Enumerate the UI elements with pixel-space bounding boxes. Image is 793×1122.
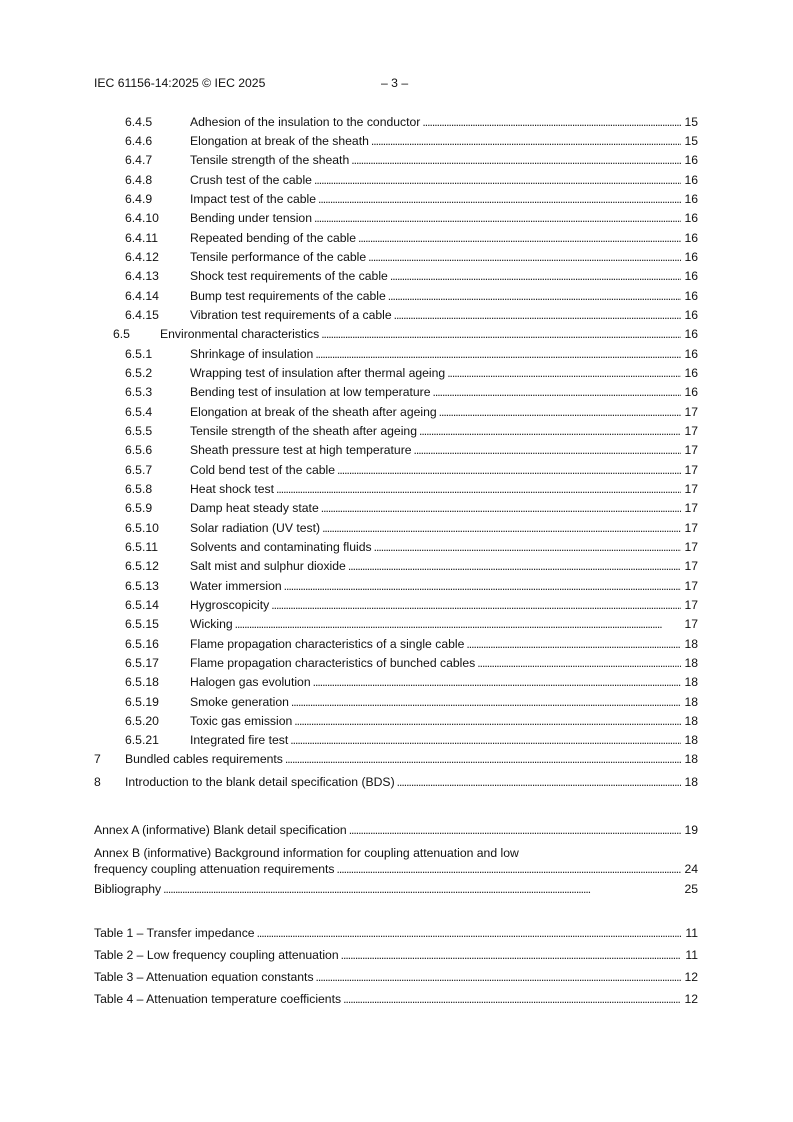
- toc-entry[interactable]: 6.4.9 Impact test of the cable . . . 16: [125, 191, 698, 207]
- toc-entry[interactable]: 6.5.13 Water immersion . . . 17: [125, 578, 698, 594]
- dot-leader: [313, 674, 681, 690]
- dot-leader: [291, 694, 681, 710]
- toc-entry[interactable]: 6.5.8 Heat shock test . . . 17: [125, 481, 698, 497]
- toc-entry[interactable]: 6.4.14 Bump test requirements of the cable . . . 16: [125, 288, 698, 304]
- dot-leader: [322, 520, 681, 536]
- dot-leader: [337, 861, 681, 877]
- toc-entry[interactable]: 6.5.12 Salt mist and sulphur dioxide . . . 17: [125, 558, 698, 574]
- page-number: – 3 –: [381, 76, 409, 90]
- toc-clause-entry[interactable]: 8 Introduction to the blank detail specification (BDS) . . . 18: [94, 774, 698, 790]
- dot-leader: [235, 616, 681, 632]
- dot-leader: [358, 230, 681, 246]
- dot-leader: [419, 423, 681, 439]
- dot-leader: [276, 481, 681, 497]
- toc-entry[interactable]: 6.5.1 Shrinkage of insulation . . . 16: [125, 346, 698, 362]
- dot-leader: [466, 636, 681, 652]
- toc-entry[interactable]: 6.5.19 Smoke generation . . . 18: [125, 694, 698, 710]
- toc-entry[interactable]: 6.5.2 Wrapping test of insulation after thermal ageing . . . 16: [125, 365, 698, 381]
- dot-leader: [318, 191, 681, 207]
- toc-section-entry[interactable]: 6.5 Environmental characteristics . . . 16: [113, 326, 698, 342]
- page-header: [94, 76, 409, 90]
- dot-leader: [285, 751, 681, 767]
- toc-entry[interactable]: 6.5.4 Elongation at break of the sheath after ageing . . . 17: [125, 404, 698, 420]
- dot-leader: [447, 365, 681, 381]
- dot-leader: [343, 991, 681, 1007]
- toc-entry[interactable]: 6.4.12 Tensile performance of the cable . . . 16: [125, 249, 698, 265]
- dot-leader: [321, 500, 681, 516]
- dot-leader: [349, 822, 681, 838]
- toc-entry[interactable]: 6.5.17 Flame propagation characteristics of bunched cables . . . 18: [125, 655, 698, 671]
- toc-entry[interactable]: 6.5.9 Damp heat steady state . . . 17: [125, 500, 698, 516]
- dot-leader: [314, 172, 681, 188]
- dot-leader: [316, 969, 681, 985]
- dot-leader: [315, 346, 681, 362]
- dot-leader: [337, 462, 681, 478]
- dot-leader: [341, 947, 681, 963]
- dot-leader: [422, 114, 681, 130]
- dot-leader: [294, 713, 681, 729]
- toc-entry[interactable]: 6.4.15 Vibration test requirements of a cable . . . 16: [125, 307, 698, 323]
- dot-leader: [388, 288, 681, 304]
- toc-entry[interactable]: 6.5.15 Wicking . . . 17: [125, 616, 698, 632]
- dot-leader: [374, 539, 681, 555]
- toc-entry[interactable]: 6.5.21 Integrated fire test . . . 18: [125, 732, 698, 748]
- dot-leader: [394, 307, 681, 323]
- dot-leader: [414, 442, 681, 458]
- document-reference: IEC 61156-14:2025 © IEC 2025: [94, 76, 266, 90]
- toc-entry[interactable]: 6.5.5 Tensile strength of the sheath after ageing . . . 17: [125, 423, 698, 439]
- annex-b-title-line2: frequency coupling attenuation requirements: [94, 862, 335, 876]
- toc-entry[interactable]: 6.4.5 Adhesion of the insulation to the conductor . . . 15: [125, 114, 698, 130]
- toc-entry[interactable]: 6.4.11 Repeated bending of the cable . . . 16: [125, 230, 698, 246]
- toc-bibliography[interactable]: Bibliography . . . 25: [94, 881, 698, 897]
- toc-annex-b[interactable]: Annex B (informative) Background information for coupling attenuation and low frequency coupling attenuation requirements . . . 24: [94, 845, 698, 877]
- toc-entry[interactable]: 6.4.8 Crush test of the cable . . . 16: [125, 172, 698, 188]
- dot-leader: [397, 774, 681, 790]
- toc-entry[interactable]: 6.5.6 Sheath pressure test at high temperature . . . 17: [125, 442, 698, 458]
- toc-table-entry[interactable]: Table 1 – Transfer impedance . . . 11: [94, 925, 698, 941]
- dot-leader: [368, 249, 681, 265]
- toc-entry[interactable]: 6.5.14 Hygroscopicity . . . 17: [125, 597, 698, 613]
- toc-entry[interactable]: 6.5.10 Solar radiation (UV test) . . . 17: [125, 520, 698, 536]
- dot-leader: [284, 578, 681, 594]
- dot-leader: [163, 881, 681, 897]
- toc-table-entry[interactable]: Table 3 – Attenuation equation constants . . . 12: [94, 969, 698, 985]
- dot-leader: [348, 558, 681, 574]
- toc-entry[interactable]: 6.5.3 Bending test of insulation at low temperature . . . 16: [125, 384, 698, 400]
- dot-leader: [371, 133, 681, 149]
- toc-entry[interactable]: 6.4.13 Shock test requirements of the cable . . . 16: [125, 268, 698, 284]
- toc-table-entry[interactable]: Table 2 – Low frequency coupling attenuation . . . 11: [94, 947, 698, 963]
- toc-entry[interactable]: 6.5.7 Cold bend test of the cable . . . 17: [125, 462, 698, 478]
- dot-leader: [439, 404, 681, 420]
- dot-leader: [390, 268, 681, 284]
- toc-entry[interactable]: 6.4.6 Elongation at break of the sheath . . . 15: [125, 133, 698, 149]
- dot-leader: [321, 326, 681, 342]
- toc-clause-entry[interactable]: 7 Bundled cables requirements . . . 18: [94, 751, 698, 767]
- dot-leader: [351, 152, 681, 168]
- dot-leader: [271, 597, 681, 613]
- dot-leader: [314, 210, 681, 226]
- toc-entry[interactable]: 6.5.20 Toxic gas emission . . . 18: [125, 713, 698, 729]
- toc-entry[interactable]: 6.5.16 Flame propagation characteristics of a single cable . . . 18: [125, 636, 698, 652]
- dot-leader: [433, 384, 681, 400]
- toc-annex-a[interactable]: Annex A (informative) Blank detail specification . . . 19: [94, 822, 698, 838]
- toc-entry[interactable]: 6.5.11 Solvents and contaminating fluids . . . 17: [125, 539, 698, 555]
- dot-leader: [290, 732, 681, 748]
- toc-entry[interactable]: 6.4.7 Tensile strength of the sheath . . . 16: [125, 152, 698, 168]
- toc-entry[interactable]: 6.4.10 Bending under tension . . . 16: [125, 210, 698, 226]
- annex-b-title-line1: Annex B (informative) Background information for coupling attenuation and low: [94, 846, 519, 860]
- toc-table-entry[interactable]: Table 4 – Attenuation temperature coefficients . . . 12: [94, 991, 698, 1007]
- dot-leader: [257, 925, 681, 941]
- dot-leader: [477, 655, 681, 671]
- toc-entry[interactable]: 6.5.18 Halogen gas evolution . . . 18: [125, 674, 698, 690]
